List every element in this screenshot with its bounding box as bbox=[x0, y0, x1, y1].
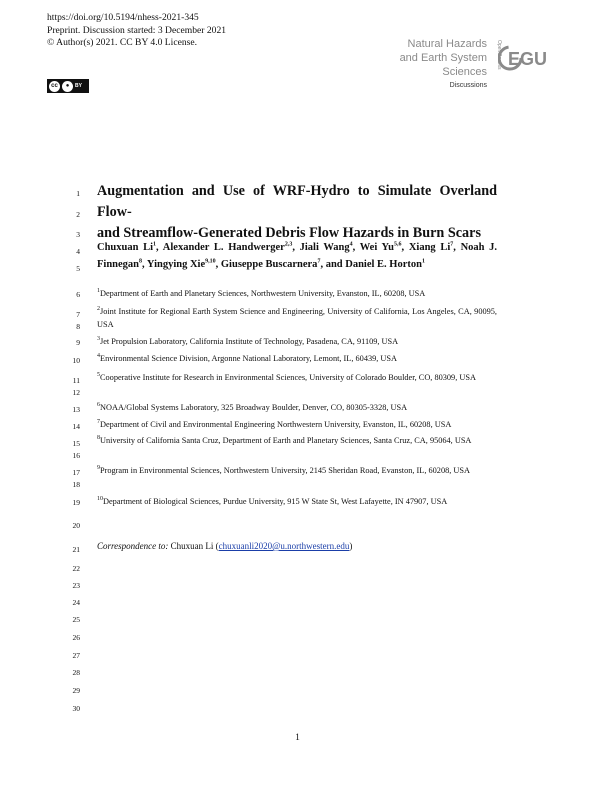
correspondence-close: ) bbox=[349, 541, 353, 551]
author-name: Wei Yu bbox=[359, 242, 394, 253]
author-affiliation-mark: 7 bbox=[450, 241, 454, 248]
affiliation-text: University of California Santa Cruz, Department of Earth and Planetary Sciences, Santa Cruz, CA, 95064, USA bbox=[100, 436, 472, 445]
author-affiliation-mark: 8 bbox=[139, 258, 143, 264]
journal-name-line1: Natural Hazards bbox=[407, 38, 487, 50]
line-number: 15 bbox=[72, 439, 80, 448]
discussions-label: Discussions bbox=[449, 82, 487, 89]
title-line-2: and Streamflow-Generated Debris Flow Hazards in Burn Scars bbox=[97, 225, 481, 241]
cc-license-badge[interactable] bbox=[47, 79, 89, 93]
line-number: 7 bbox=[76, 310, 80, 319]
egu-logo-text: EGU bbox=[508, 49, 548, 69]
license-text: © Author(s) 2021. CC BY 4.0 License. bbox=[47, 37, 198, 48]
author-name: Noah J. Finnegan bbox=[97, 242, 498, 270]
affiliation bbox=[97, 464, 497, 477]
affiliation bbox=[97, 434, 497, 447]
affiliation-number: 4 bbox=[97, 353, 100, 360]
line-number: 24 bbox=[72, 598, 80, 607]
line-number: 11 bbox=[72, 376, 80, 385]
journal-name-line3: Sciences bbox=[442, 66, 487, 78]
author-affiliation-mark: 4 bbox=[349, 241, 353, 248]
affiliation-text: Program in Environmental Sciences, Northwestern University, 2145 Sheridan Road, Evanston, IL, 60208, USA bbox=[100, 466, 470, 475]
preprint-date: Preprint. Discussion started: 3 December 2021 bbox=[47, 24, 227, 36]
line-number: 5 bbox=[76, 264, 80, 273]
author-name: Jiali Wang bbox=[299, 242, 350, 253]
line-number: 29 bbox=[72, 686, 80, 695]
affiliation-text: NOAA/Global Systems Laboratory, 325 Broadway Boulder, Denver, CO, 80305-3328, USA bbox=[100, 403, 408, 412]
author-affiliation-mark: 2,3 bbox=[284, 241, 293, 248]
line-number: 25 bbox=[72, 615, 80, 624]
line-number: 19 bbox=[72, 498, 80, 507]
line-number: 8 bbox=[76, 322, 80, 331]
affiliation-number: 6 bbox=[97, 402, 100, 409]
open-access-label: Open Access bbox=[496, 40, 502, 70]
line-number: 4 bbox=[76, 247, 80, 256]
title-line-1: Augmentation and Use of WRF-Hydro to Simulate Overland Flow- bbox=[97, 183, 497, 220]
affiliation-text: Environmental Science Division, Argonne National Laboratory, Lemont, IL, 60439, USA bbox=[100, 354, 398, 363]
affiliation-number: 5 bbox=[97, 372, 100, 379]
line-number: 16 bbox=[72, 451, 80, 460]
line-number: 23 bbox=[72, 581, 80, 590]
affiliation-number: 3 bbox=[97, 336, 100, 343]
affiliation bbox=[97, 418, 497, 431]
line-number: 17 bbox=[72, 468, 80, 477]
line-number: 3 bbox=[76, 230, 80, 239]
author-name: Giuseppe Buscarnera bbox=[220, 258, 318, 270]
egu-logo bbox=[498, 40, 550, 76]
line-number: 1 bbox=[76, 189, 80, 198]
line-number: 18 bbox=[72, 480, 80, 489]
affiliation bbox=[97, 352, 497, 365]
line-number: 10 bbox=[72, 356, 80, 365]
affiliation-number: 1 bbox=[97, 288, 100, 295]
line-number: 21 bbox=[72, 545, 80, 554]
affiliation-number: 8 bbox=[97, 435, 100, 442]
affiliation-text: Department of Biological Sciences, Purdue University, 915 W State St, West Lafayette, IN 47907, USA bbox=[103, 497, 448, 506]
affiliation-number: 2 bbox=[97, 306, 100, 313]
line-number: 30 bbox=[72, 704, 80, 713]
line-number: 26 bbox=[72, 633, 80, 642]
line-number: 12 bbox=[72, 388, 80, 397]
correspondence-label: Correspondence to: bbox=[97, 541, 169, 551]
affiliation-text: Joint Institute for Regional Earth System Science and Engineering, University of California, Los Angeles, CA, 90095, USA bbox=[97, 307, 497, 329]
affiliation-number: 10 bbox=[97, 496, 103, 503]
line-number: 28 bbox=[72, 668, 80, 677]
page-number: 1 bbox=[295, 733, 300, 743]
line-number: 9 bbox=[76, 338, 80, 347]
affiliation-text: Department of Earth and Planetary Sciences, Northwestern University, Evanston, IL, 60208, USA bbox=[100, 289, 426, 298]
person-icon: ● bbox=[62, 81, 73, 92]
line-number: 27 bbox=[72, 651, 80, 660]
affiliation bbox=[97, 495, 497, 508]
affiliation bbox=[97, 371, 497, 384]
correspondence bbox=[97, 541, 352, 551]
by-label: BY bbox=[75, 81, 82, 92]
affiliation-number: 7 bbox=[97, 419, 100, 426]
author-name: Xiang Li bbox=[408, 242, 451, 253]
line-number: 22 bbox=[72, 564, 80, 573]
line-number: 14 bbox=[72, 422, 80, 431]
author-list: Chuxuan Li$^1$, Alexander L. Handwerger$^{2,3}$, Jiali Wang$^4$, Wei Yu$^{5,6}$, Xiang Li$^7$, Noah J. Finnegan$^8$, Yingying Xie$^{9,10}$, Giuseppe Buscarnera$^7$, and Daniel E. Horton$^1$ bbox=[97, 241, 498, 270]
affiliation bbox=[97, 335, 497, 348]
author-affiliation-mark: 1 bbox=[421, 258, 425, 264]
paper-title bbox=[97, 181, 497, 244]
author-name: Daniel E. Horton bbox=[345, 258, 422, 270]
affiliation bbox=[97, 287, 497, 300]
journal-name-line2: and Earth System bbox=[399, 52, 487, 64]
affiliation-text: Cooperative Institute for Research in Environmental Sciences, University of Colorado Boulder, CO, 80309, USA bbox=[100, 373, 476, 382]
author-name: Chuxuan Li bbox=[97, 242, 154, 253]
doi-link[interactable]: https://doi.org/10.5194/nhess-2021-345 bbox=[47, 12, 199, 23]
line-number: 2 bbox=[76, 210, 80, 219]
author-affiliation-mark: 9,10 bbox=[205, 258, 216, 264]
affiliation-text: Jet Propulsion Laboratory, California Institute of Technology, Pasadena, CA, 91109, USA bbox=[100, 337, 399, 346]
author-and: and bbox=[325, 258, 343, 270]
cc-icon: cc bbox=[49, 81, 60, 92]
preprint-header bbox=[47, 12, 226, 50]
line-number: 20 bbox=[72, 521, 80, 530]
affiliation-text: Department of Civil and Environmental Engineering Northwestern University, Evanston, IL, 60208, USA bbox=[100, 420, 452, 429]
author-name: Alexander L. Handwerger bbox=[162, 242, 285, 253]
author-affiliation-mark: 1 bbox=[153, 241, 157, 248]
affiliation bbox=[97, 401, 497, 414]
correspondence-name: Chuxuan Li ( bbox=[170, 541, 219, 551]
author-affiliation-mark: 7 bbox=[317, 258, 321, 264]
author-name: Yingying Xie bbox=[146, 258, 206, 270]
correspondence-email[interactable]: chuxuanli2020@u.northwestern.edu bbox=[218, 541, 350, 551]
affiliation-number: 9 bbox=[97, 465, 100, 472]
line-number: 13 bbox=[72, 405, 80, 414]
author-affiliation-mark: 5,6 bbox=[394, 241, 402, 248]
line-number: 6 bbox=[76, 290, 80, 299]
affiliation bbox=[97, 305, 497, 331]
